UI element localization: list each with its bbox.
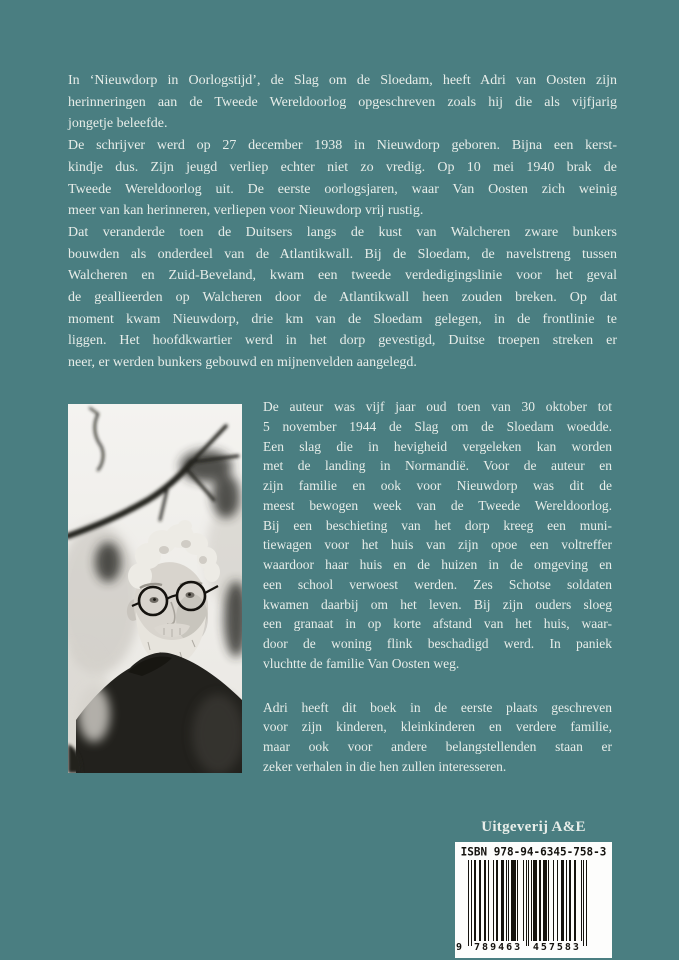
ean-digit-first: 9 — [456, 942, 463, 953]
text-line: meer van kan herinneren, verliepen voor Nieuwdorp vrij rustig. — [68, 203, 424, 219]
text-line: tiewagen voor het huis van zijn opoe een voltreffer — [263, 537, 612, 553]
text-line: kindje dus. Zijn jeugd verliep echter niet zo vredig. Op 10 mei 1940 brak de — [68, 159, 617, 175]
text-line: Walcheren en Zuid-Beveland, kwam een tweede verdedigingslinie voor het geval — [68, 268, 617, 284]
text-line: liggen. Het hoofdkwartier werd in het dorp gevestigd, Duitse troepen streken er — [68, 333, 617, 349]
text-line: met de landing in Normandië. Voor de auteur en — [263, 458, 612, 474]
paragraph — [68, 70, 617, 135]
text-line: De schrijver werd op 27 december 1938 in Nieuwdorp geboren. Bijna een kerst- — [68, 138, 617, 154]
text-line: door de woning flink beschadigd werd. In paniek — [263, 636, 612, 651]
author-photo — [68, 404, 242, 773]
ean-digits-right: 457583 — [530, 941, 583, 955]
text-line: waardoor haar huis en de huizen in de omgeving en — [263, 557, 612, 572]
text-line: Adri heeft dit boek in de eerste plaats geschreven — [263, 699, 612, 715]
text-line: moment kwam Nieuwdorp, drie km van de Sloedam gelegen, in de frontlinie te — [68, 311, 617, 327]
text-line: bouwden als onderdeel van de Atlantikwall. Bij de Sloedam, de navelstreng tussen — [68, 246, 617, 262]
author-portrait-illustration — [68, 404, 242, 773]
text-line: 5 november 1944 de Slag om de Sloedam woedde. — [263, 418, 612, 434]
text-line: herinneringen aan de Tweede Wereldoorlog opgeschreven zoals hij die als vijfjarig — [68, 94, 617, 110]
text-line: zijn familie en ook voor Nieuwdorp was dit de — [263, 478, 612, 493]
text-line: maar ook voor andere belangstellenden staan er — [263, 739, 612, 754]
text-line: de geallieerden op Walcheren door de Atlantikwall heen zouden breken. Op dat — [68, 290, 617, 306]
paragraph — [68, 135, 617, 222]
barcode-module — [586, 860, 587, 946]
text-line: zeker verhalen in die hen zullen interesseren. — [263, 758, 507, 774]
ean-digits-left: 789463 — [472, 941, 525, 955]
barcode-bars — [468, 860, 587, 946]
text-line: Een slag die in hevigheid vergeleken kan worden — [263, 438, 612, 454]
text-line: een school verwoest werden. Zes Schotse soldaten — [263, 576, 612, 592]
paragraph — [263, 698, 612, 777]
text-line: In ‘Nieuwdorp in Oorlogstijd’, de Slag om de Sloedam, heeft Adri van Oosten zijn — [68, 73, 617, 88]
isbn-number: ISBN 978-94-6345-758-3 — [460, 844, 607, 859]
text-line: Dat veranderde toen de Duitsers langs de kust van Walcheren zware bunkers — [68, 224, 617, 240]
text-line: een granaat in op korte afstand van het huis, waar- — [263, 616, 612, 632]
intro-text-block — [68, 70, 617, 374]
paragraph — [263, 397, 612, 674]
ean-barcode — [456, 860, 587, 955]
text-line: De auteur was vijf jaar oud toen van 30 oktober tot — [263, 399, 612, 414]
publisher-name: Uitgeverij A&E — [481, 819, 586, 835]
author-story-block — [263, 397, 612, 777]
text-line: vluchtte de familie Van Oosten weg. — [263, 655, 460, 671]
text-line: kwamen daarbij om het leven. Bij zijn ouders sloeg — [263, 596, 612, 612]
text-line: meest bewogen week van de Tweede Wereldoorlog. — [263, 497, 612, 513]
text-line: Tweede Wereldoorlog uit. De eerste oorlogsjaren, waar Van Oosten zich weinig — [68, 181, 617, 197]
text-line: voor zijn kinderen, kleinkinderen en verdere familie, — [263, 719, 612, 735]
text-line: Bij een beschieting van het dorp kreeg een muni- — [263, 517, 612, 533]
paragraph — [68, 222, 617, 374]
text-line: jongetje beleefde. — [68, 116, 168, 132]
isbn-barcode-panel — [455, 842, 612, 958]
text-line: neer, er werden bunkers gebouwd en mijnenvelden aangelegd. — [68, 355, 417, 371]
